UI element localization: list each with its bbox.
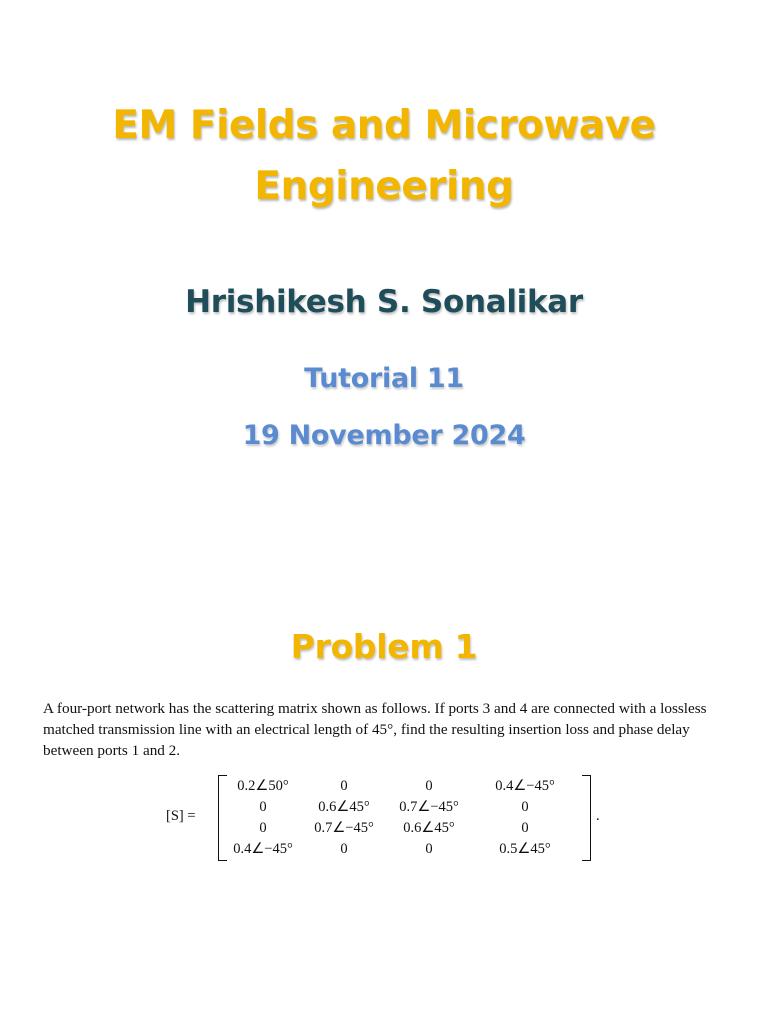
matrix-label: [S] = [166,808,196,824]
problem-statement: A four-port network has the scattering matrix shown as follows. If ports 3 and 4 are connected with a lossless matched transmission line with an electrical length of 45°, find the resulting insertion loss and phase delay between ports 1 and 2. [43,700,707,759]
matrix-cell: 0.7∠−45° [399,799,459,815]
problem-heading: Problem 1 [290,627,478,666]
author-name: Hrishikesh S. Sonalikar [185,284,583,320]
matrix-terminator: . [596,808,600,824]
matrix-cell: 0 [425,778,433,794]
matrix-cell: 0.7∠−45° [314,820,374,836]
date-label: 19 November 2024 [242,420,526,451]
matrix-right-bracket [582,775,591,861]
slide-title [0,95,768,217]
matrix-cell: 0 [259,799,267,815]
matrix-grid [224,776,578,860]
title-line-1: EM Fields and Microwave [112,103,656,148]
title-line-2: Engineering [254,164,514,209]
matrix-cell: 0.4∠−45° [233,841,293,857]
tutorial-label: Tutorial 11 [304,363,464,394]
matrix-cell: 0.5∠45° [499,841,551,857]
matrix-cell: 0 [340,841,348,857]
matrix-cell: 0 [521,799,529,815]
matrix-cell: 0 [425,841,433,857]
matrix-cell: 0.4∠−45° [495,778,555,794]
matrix-cell: 0 [259,820,267,836]
matrix-cell: 0.6∠45° [318,799,370,815]
scattering-matrix [166,775,606,861]
matrix-cell: 0 [521,820,529,836]
matrix-cell: 0.6∠45° [403,820,455,836]
matrix-cell: 0 [340,778,348,794]
matrix-cell: 0.2∠50° [237,778,289,794]
